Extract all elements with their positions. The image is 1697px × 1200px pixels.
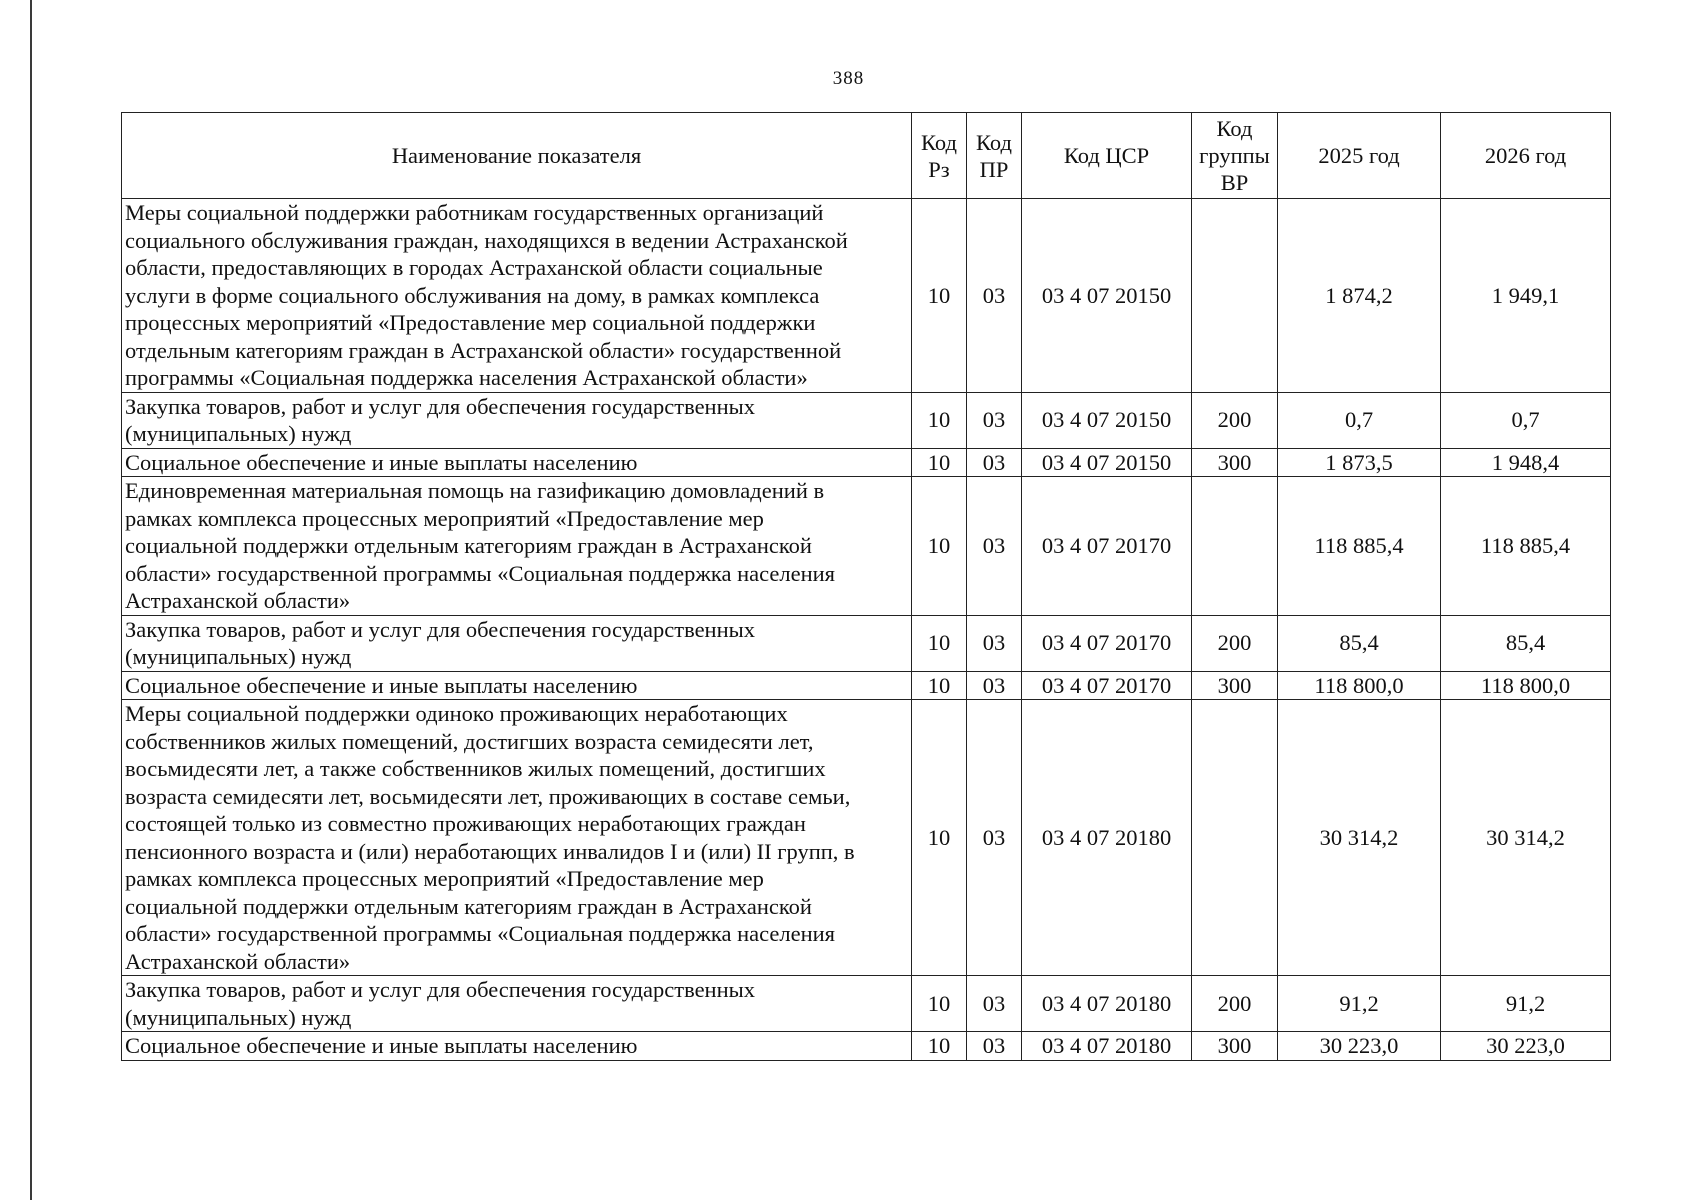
header-2025: 2025 год — [1278, 113, 1441, 199]
row-name-line: социальной поддержки отдельным категориям граждан в Астраханской — [125, 893, 812, 919]
cell-vr — [1192, 700, 1278, 976]
row-name — [122, 448, 912, 477]
row-name — [122, 477, 912, 616]
cell-pr: 03 — [967, 477, 1022, 616]
table-row — [122, 615, 1611, 671]
cell-pr: 03 — [967, 199, 1022, 393]
cell-csr: 03 4 07 20180 — [1022, 700, 1192, 976]
cell-y2025: 1 874,2 — [1278, 199, 1441, 393]
row-name-line: Социальное обеспечение и иные выплаты населению — [125, 449, 638, 475]
cell-rz: 10 — [912, 448, 967, 477]
row-name-line: рамках комплекса процессных мероприятий «Предоставление мер — [125, 866, 764, 891]
cell-rz: 10 — [912, 392, 967, 448]
cell-y2025: 118 800,0 — [1278, 671, 1441, 700]
cell-csr: 03 4 07 20150 — [1022, 199, 1192, 393]
cell-rz: 10 — [912, 671, 967, 700]
row-name — [122, 1032, 912, 1061]
row-name-line: социальной поддержки отдельным категориям граждан в Астраханской — [125, 533, 812, 558]
row-name-line: Социальное обеспечение и иные выплаты населению — [125, 672, 638, 698]
cell-vr: 300 — [1192, 671, 1278, 700]
row-name-line: отдельным категориям граждан в Астраханской области» государственной — [125, 337, 842, 363]
table-row — [122, 448, 1611, 477]
table-row — [122, 477, 1611, 616]
cell-vr: 200 — [1192, 615, 1278, 671]
cell-rz: 10 — [912, 700, 967, 976]
row-name-line: Закупка товаров, работ и услуг для обеспечения государственных — [125, 616, 756, 642]
cell-vr: 200 — [1192, 392, 1278, 448]
cell-pr: 03 — [967, 448, 1022, 477]
row-name-line: Меры социальной поддержки работникам государственных организаций — [125, 200, 824, 225]
header-pr: Код ПР — [967, 113, 1022, 199]
row-name-line: услуги в форме социального обслуживания на дому, в рамках комплекса — [125, 282, 820, 308]
row-name-line: (муниципальных) нужд — [125, 1004, 352, 1030]
table-row — [122, 671, 1611, 700]
cell-vr: 300 — [1192, 1032, 1278, 1061]
table-row — [122, 199, 1611, 393]
cell-vr — [1192, 199, 1278, 393]
cell-pr: 03 — [967, 700, 1022, 976]
cell-csr: 03 4 07 20180 — [1022, 976, 1192, 1032]
row-name — [122, 700, 912, 976]
row-name-line: возраста семидесяти лет, восьмидесяти лет, проживающих в составе семьи, — [125, 783, 851, 809]
cell-y2026: 118 885,4 — [1441, 477, 1611, 616]
header-row — [122, 113, 1611, 199]
cell-pr: 03 — [967, 976, 1022, 1032]
row-name — [122, 199, 912, 393]
cell-csr: 03 4 07 20150 — [1022, 392, 1192, 448]
page-number: 388 — [832, 68, 865, 89]
cell-y2026: 91,2 — [1441, 976, 1611, 1032]
row-name-line: области, предоставляющих в городах Астраханской области социальные — [125, 255, 823, 280]
row-name-line: области» государственной программы «Социальная поддержка населения — [125, 921, 836, 946]
header-2026: 2026 год — [1441, 113, 1611, 199]
cell-vr — [1192, 477, 1278, 616]
row-name — [122, 615, 912, 671]
row-name-line: Единовременная материальная помощь на газификацию домовладений в — [125, 478, 825, 503]
row-name-line: пенсионного возраста и (или) неработающих инвалидов I и (или) II групп, в — [125, 838, 855, 864]
table-row — [122, 976, 1611, 1032]
cell-pr: 03 — [967, 392, 1022, 448]
row-name — [122, 671, 912, 700]
header-csr: Код ЦСР — [1022, 113, 1192, 199]
row-name-line: рамках комплекса процессных мероприятий «Предоставление мер — [125, 505, 764, 531]
table-row — [122, 700, 1611, 976]
table-body — [122, 199, 1611, 1061]
row-name-line: (муниципальных) нужд — [125, 644, 352, 669]
cell-y2026: 1 948,4 — [1441, 448, 1611, 477]
cell-csr: 03 4 07 20180 — [1022, 1032, 1192, 1061]
cell-csr: 03 4 07 20170 — [1022, 615, 1192, 671]
cell-vr: 300 — [1192, 448, 1278, 477]
cell-rz: 10 — [912, 615, 967, 671]
cell-rz: 10 — [912, 1032, 967, 1061]
header-rz: Код Рз — [912, 113, 967, 199]
cell-rz: 10 — [912, 976, 967, 1032]
row-name-line: социального обслуживания граждан, находящихся в ведении Астраханской — [125, 227, 848, 253]
cell-y2025: 30 314,2 — [1278, 700, 1441, 976]
row-name-line: состоящей только из совместно проживающих неработающих граждан — [125, 811, 806, 836]
table-row — [122, 1032, 1611, 1061]
row-name-line: Закупка товаров, работ и услуг для обеспечения государственных — [125, 393, 756, 419]
row-name-line: Астраханской области» — [125, 588, 351, 613]
cell-y2026: 0,7 — [1441, 392, 1611, 448]
cell-csr: 03 4 07 20150 — [1022, 448, 1192, 477]
row-name — [122, 976, 912, 1032]
cell-y2026: 30 314,2 — [1441, 700, 1611, 976]
cell-pr: 03 — [967, 1032, 1022, 1061]
cell-y2026: 85,4 — [1441, 615, 1611, 671]
cell-rz: 10 — [912, 199, 967, 393]
page-margin-rule — [30, 0, 32, 1200]
cell-y2026: 118 800,0 — [1441, 671, 1611, 700]
row-name-line: Социальное обеспечение и иные выплаты населению — [125, 1033, 638, 1058]
row-name-line: программы «Социальная поддержка населения Астраханской области» — [125, 365, 808, 390]
row-name-line: Меры социальной поддержки одиноко проживающих неработающих — [125, 701, 788, 726]
cell-csr: 03 4 07 20170 — [1022, 477, 1192, 616]
budget-table — [121, 112, 1611, 1061]
row-name-line: Закупка товаров, работ и услуг для обеспечения государственных — [125, 977, 756, 1002]
row-name-line: (муниципальных) нужд — [125, 421, 352, 446]
table-row — [122, 392, 1611, 448]
cell-y2025: 1 873,5 — [1278, 448, 1441, 477]
row-name-line: восьмидесяти лет, а также собственников жилых помещений, достигших — [125, 756, 826, 781]
header-vr: Код группы ВР — [1192, 113, 1278, 199]
cell-y2025: 91,2 — [1278, 976, 1441, 1032]
row-name-line: процессных мероприятий «Предоставление мер социальной поддержки — [125, 310, 816, 335]
cell-pr: 03 — [967, 671, 1022, 700]
cell-y2025: 118 885,4 — [1278, 477, 1441, 616]
cell-pr: 03 — [967, 615, 1022, 671]
row-name-line: Астраханской области» — [125, 948, 351, 974]
cell-csr: 03 4 07 20170 — [1022, 671, 1192, 700]
header-name: Наименование показателя — [122, 113, 912, 199]
row-name-line: области» государственной программы «Социальная поддержка населения — [125, 560, 836, 586]
cell-y2026: 1 949,1 — [1441, 199, 1611, 393]
row-name-line: собственников жилых помещений, достигших возраста семидесяти лет, — [125, 728, 814, 754]
cell-y2025: 85,4 — [1278, 615, 1441, 671]
cell-y2026: 30 223,0 — [1441, 1032, 1611, 1061]
cell-rz: 10 — [912, 477, 967, 616]
cell-vr: 200 — [1192, 976, 1278, 1032]
cell-y2025: 30 223,0 — [1278, 1032, 1441, 1061]
cell-y2025: 0,7 — [1278, 392, 1441, 448]
row-name — [122, 392, 912, 448]
